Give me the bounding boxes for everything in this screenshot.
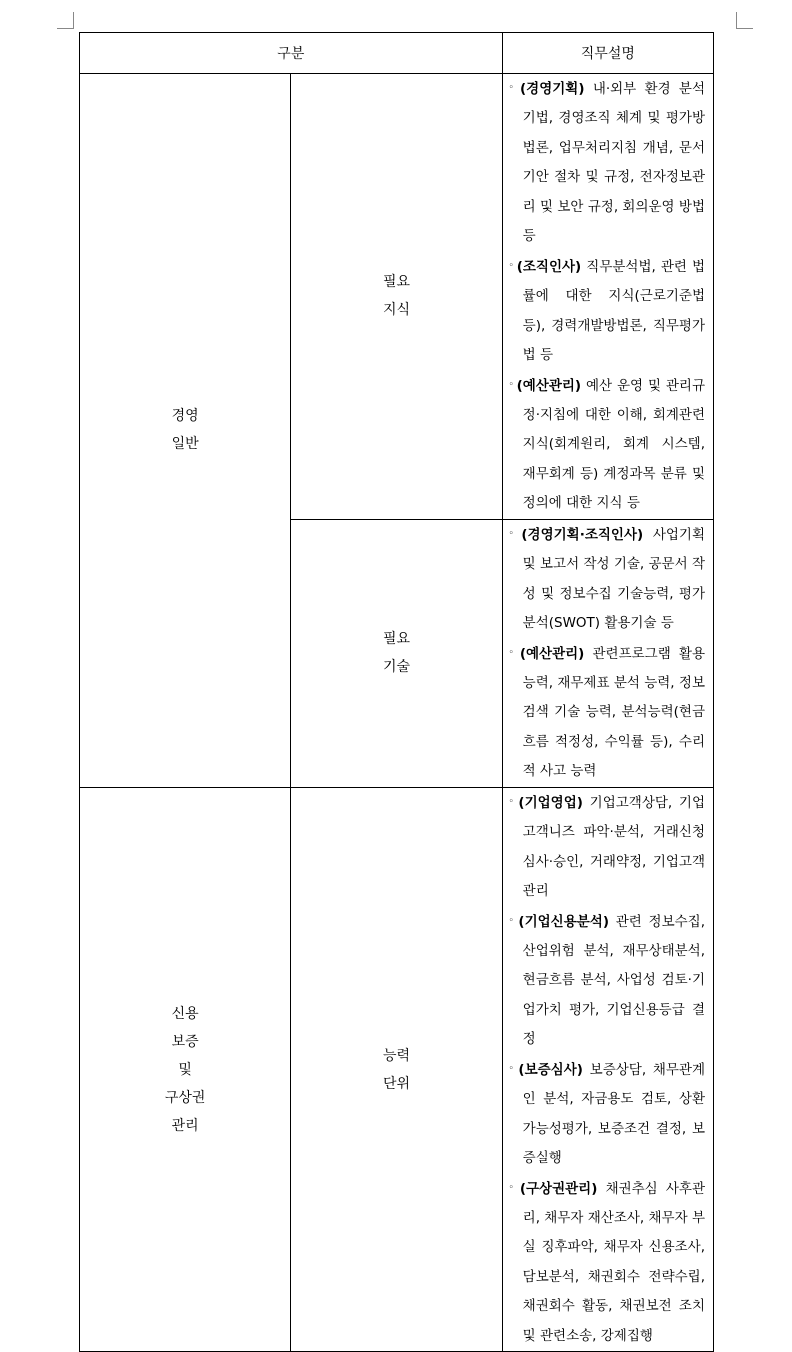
crop-mark-top-right-h <box>736 28 753 29</box>
crop-mark-top-right-v <box>736 12 737 29</box>
list-item: ◦ (예산관리) 예산 운영 및 관리규정·지침에 대한 이해, 회계관련 지식(회계원리, 회계 시스템, 재무회계 등) 계정과목 분류 및 정의에 대한 지식 등 <box>508 377 706 512</box>
header-description: 직무설명 <box>502 33 713 74</box>
list-item: ◦ (경영기획·조직인사) 사업기획 및 보고서 작성 기술, 공문서 작성 및 정보수집 기술능력, 평가분석(SWOT) 활용기술 등 <box>508 526 706 631</box>
section-name-credit-guarantee: 신용 보증 및 구상권 관리 <box>80 787 291 1352</box>
crop-mark-top-left-v <box>73 12 74 29</box>
list-item: ◦ (경영기획) 내·외부 환경 분석 기법, 경영조직 체계 및 평가방법론, 업무처리지침 개념, 문서기안 절차 및 규정, 전자정보관리 및 보안 규정, 회의운영 방법 등 <box>508 80 705 245</box>
row-label-required-knowledge: 필요 지식 <box>291 74 502 520</box>
table-row <box>80 787 714 1352</box>
description-cell <box>502 519 713 787</box>
table-header-row <box>80 33 714 74</box>
row-label-competency-unit: 능력 단위 <box>291 787 502 1352</box>
description-cell <box>502 787 713 1352</box>
list-item: ◦ (예산관리) 관련프로그램 활용능력, 재무제표 분석 능력, 정보검색 기술 능력, 분석능력(현금흐름 적정성, 수익률 등), 수리적 사고 능력 <box>508 645 705 780</box>
list-item: ◦ (기업신용분석) 관련 정보수집, 산업위험 분석, 재무상태분석, 현금흐름 분석, 사업성 검토·기업가치 평가, 기업신용등급 결정 <box>508 913 705 1048</box>
description-cell <box>502 74 713 520</box>
header-category: 구분 <box>80 33 503 74</box>
list-item: ◦ (보증심사) 보증상담, 채무관계인 분석, 자금용도 검토, 상환 가능성평가, 보증조건 결정, 보증실행 <box>508 1061 705 1166</box>
crop-mark-top-left-h <box>57 28 74 29</box>
section-name-general-management: 경영 일반 <box>80 74 291 788</box>
list-item: ◦ (조직인사) 직무분석법, 관련 법률에 대한 지식(근로기준법 등), 경력개발방법론, 직무평가법 등 <box>508 258 705 363</box>
list-item: ◦ (구상권관리) 채권추심 사후관리, 채무자 재산조사, 채무자 부실 징후파악, 채무자 신용조사, 담보분석, 채권회수 전략수립, 채권회수 활동, 채권보전 조치 및 관련소송, 강제집행 <box>508 1180 706 1344</box>
table-row <box>80 74 714 520</box>
row-label-required-skills: 필요 기술 <box>291 519 502 787</box>
job-description-table <box>79 32 714 1352</box>
list-item: ◦ (기업영업) 기업고객상담, 기업고객니즈 파악·분석, 거래신청 심사·승인, 거래약정, 기업고객관리 <box>508 794 705 899</box>
